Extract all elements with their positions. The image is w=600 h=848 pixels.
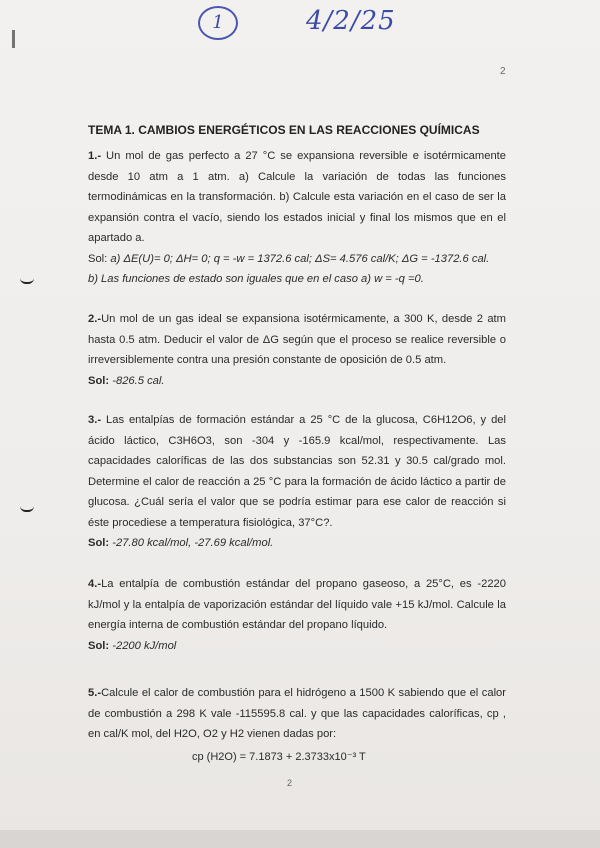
problem-2	[88, 309, 506, 391]
problem-3	[88, 410, 506, 554]
page-number-bottom: 2	[287, 778, 293, 788]
problem-4-solution: -2200 kJ/mol	[112, 639, 177, 652]
handwritten-date: 4/2/25	[306, 6, 396, 36]
problem-1-text: Un mol de gas perfecto a 27 °C se expansiona reversible e isotérmicamente desde 10 atm a 1 atm. a) Calcule la variación de todas las funciones termodinámicas en la transformación. b) Calcule esta variación en el caso de ser la expansión contra el vacío, siendo los estados inicial y final los mismos que en el apartado a.	[88, 150, 507, 244]
punch-hole-mark	[20, 278, 34, 284]
problem-1-sol-label: Sol:	[88, 252, 108, 265]
problem-3-number: 3.-	[88, 414, 102, 426]
pencil-mark	[12, 30, 15, 48]
problem-4-sol-label: Sol:	[88, 639, 110, 652]
problem-1	[88, 146, 506, 290]
handwritten-number: 1	[198, 6, 238, 40]
problem-4-number: 4.-	[88, 578, 102, 590]
page-number-top: 2	[500, 66, 506, 77]
punch-hole-mark	[20, 506, 34, 512]
problem-4	[88, 574, 506, 656]
page-edge	[0, 830, 600, 848]
problem-4-text: La entalpía de combustión estándar del propano gaseoso, a 25°C, es -2220 kJ/mol y la entalpía de vaporización estándar del líquido vale +15 kJ/mol. Calcule la energía interna de combustión estándar del propano líquido.	[88, 578, 506, 631]
problem-2-solution: -826.5 cal.	[112, 374, 165, 387]
problem-3-sol-label: Sol:	[88, 537, 110, 549]
problem-3-text: Las entalpías de formación estándar a 25 °C de la glucosa, C6H12O6, y del ácido láctico, C3H6O3, son -304 y -165.9 kcal/mol, respectivamente. Las capacidades caloríficas de las dos substancias son 52.31 y 30.5 cal/grado mol. Determine el calor de reacción a 25 °C para la formación de ácido láctico a partir de glucosa. ¿Cuál sería el valor que se podría estimar para ese calor de reacción si éste procediese a temperatura fisiológica, 37°C?.	[88, 414, 507, 529]
problem-2-text: Un mol de un gas ideal se expansiona isotérmicamente, a 300 K, desde 2 atm hasta 0.5 atm. Deducir el valor de ΔG según que el proceso se realice reversible o irreversiblemente contra una presión constante de oposición de 0.5 atm.	[88, 313, 506, 366]
problem-3-solution: -27.80 kcal/mol, -27.69 kcal/mol.	[112, 537, 274, 549]
problem-2-sol-label: Sol:	[88, 374, 110, 387]
document-title: TEMA 1. CAMBIOS ENERGÉTICOS EN LAS REACCIONES QUÍMICAS	[88, 123, 480, 137]
problem-1-solution: a) ΔE(U)= 0; ΔH= 0; q = -w = 1372.6 cal; ΔS= 4.576 cal/K; ΔG = -1372.6 cal.	[110, 252, 490, 265]
problem-5-text: Calcule el calor de combustión para el hidrógeno a 1500 K sabiendo que el calor de combustión a 298 K vale -115595.8 cal. y que las capacidades caloríficas, cp , en cal/K mol, del H2O, O2 y H2 vienen dadas por:	[88, 687, 506, 740]
problem-5-number: 5.-	[88, 687, 102, 699]
problem-2-number: 2.-	[88, 313, 102, 325]
heat-capacity-formula: cp (H2O) = 7.1873 + 2.3733x10⁻³ T	[192, 751, 366, 763]
problem-1-number: 1.-	[88, 150, 102, 162]
problem-1-solution-b: b) Las funciones de estado son iguales que en el caso a) w = -q =0.	[88, 273, 424, 285]
problem-5	[88, 683, 506, 745]
